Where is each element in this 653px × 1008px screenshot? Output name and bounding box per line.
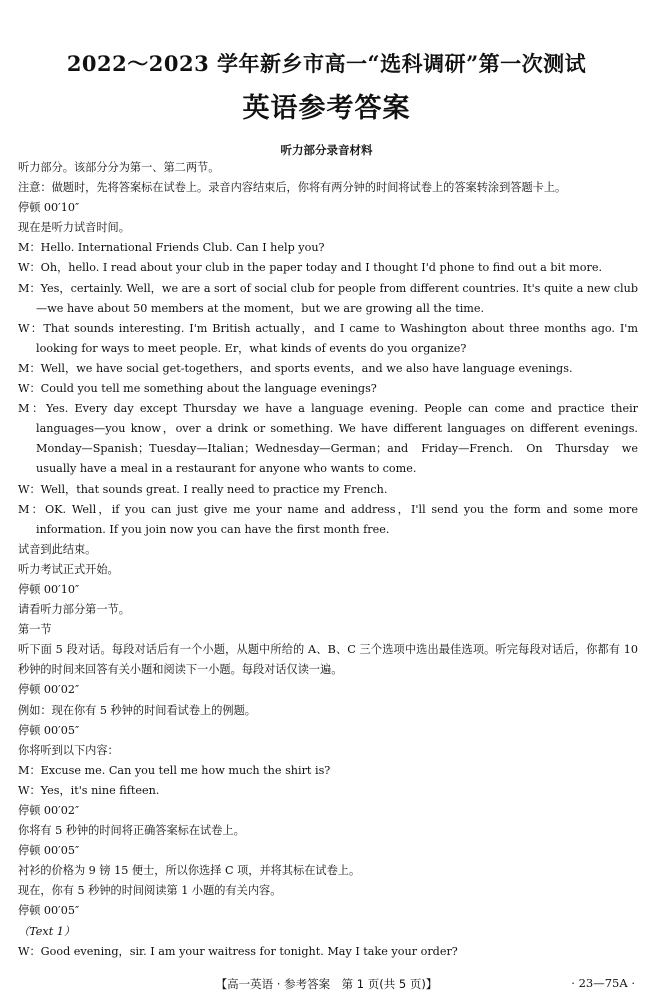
text-line: 试音到此结束。 [18, 542, 97, 556]
instruction-paragraph: 听下面 5 段对话。每段对话后有一个小题，从题中所给的 A、B、C 三个选项中选出最佳选项。听完每段对话后，你都有 10 秒钟的时间来回答有关小题和阅读下一小题。每段对话仅读一遍。 [18, 643, 638, 677]
text-line: 听力考试正式开始。 [18, 562, 119, 576]
dialogue-line: M：Yes，certainly. Well，we are a sort of social club for people from different countries. It's quite a new club—we have about 50 members at the moment，but we are growing all the time. [18, 281, 638, 315]
pause-line: 停顿 00′10″ [18, 201, 80, 215]
text-line: 你将听到以下内容： [18, 743, 119, 757]
dialogue-line: W：That sounds interesting. I'm British actually，and I came to Washington about three months ago. I'm looking for ways to meet people. Er，what kinds of events do you organize? [18, 321, 638, 355]
dialogue-line: W：Could you tell me something about the language evenings? [18, 382, 377, 396]
text-line: 注意：做题时，先将答案标在试卷上。录音内容结束后，你将有两分钟的时间将试卷上的答案转涂到答题卡上。 [18, 181, 567, 195]
dialogue-line: M：Well，we have social get-togethers，and sports events，and we also have language evenings. [18, 361, 573, 375]
pause-line: 停顿 00′05″ [18, 723, 80, 737]
dialogue-line: M：Hello. International Friends Club. Can I help you? [18, 241, 325, 255]
text-line: 衬衫的价格为 9 镑 15 便士，所以你选择 C 项，并将其标在试卷上。 [18, 864, 361, 878]
dialogue-line: M：OK. Well，if you can just give me your name and address，I'll send you the form and some more information. If you join now you can have the first month free. [18, 502, 638, 536]
pause-line: 停顿 00′02″ [18, 683, 80, 697]
dialogue-line: M：Excuse me. Can you tell me how much the shirt is? [18, 763, 331, 777]
dialogue-line: W：Oh，hello. I read about your club in the paper today and I thought I'd phone to find out a bit more. [18, 261, 603, 275]
text-line: 请看听力部分第一节。 [18, 603, 130, 617]
page-footer [0, 976, 653, 996]
section-heading: 听力部分录音材料 [280, 143, 373, 157]
dialogue-line: W：Well，that sounds great. I really need to practice my French. [18, 482, 388, 496]
pause-line: 停顿 00′10″ [18, 582, 80, 596]
dialogue-line: W：Good evening，sir. I am your waitress for tonight. May I take your order? [18, 944, 458, 958]
footer-page-info: 【高一英语 · 参考答案 第 1 页(共 5 页)】 [215, 977, 438, 991]
text-line: 你将有 5 秒钟的时间将正确答案标在试卷上。 [18, 824, 245, 838]
pause-line: 停顿 00′05″ [18, 904, 80, 918]
text-line: 听力部分。该部分分为第一、第二两节。 [18, 161, 220, 174]
text-line: 现在，你有 5 秒钟的时间阅读第 1 小题的有关内容。 [18, 884, 282, 898]
answer-key-title: 英语参考答案 [242, 93, 411, 124]
exam-title: 2022～2023 学年新乡市高一“选科调研”第一次测试 [66, 51, 587, 76]
section-label: 第一节 [18, 623, 52, 637]
text-line: 例如：现在你有 5 秒钟的时间看试卷上的例题。 [18, 703, 256, 717]
text-label: （Text 1） [18, 924, 76, 938]
pause-line: 停顿 00′05″ [18, 844, 80, 858]
dialogue-line: M：Yes. Every day except Thursday we have a language evening. People can come and practice their languages—you know，over a drink or something. We have different languages on different evenings. Monday—Spanish；Tuesday—Italian；Wednesday—German；and Friday—French. On Thursday we usually have a meal in a restaurant for anyone who wants to come. [18, 402, 638, 476]
footer-code: · 23—75A · [571, 976, 635, 990]
dialogue-line: W：Yes，it's nine fifteen. [18, 783, 160, 797]
transcript-body [18, 158, 638, 962]
text-line: 现在是听力试音时间。 [18, 221, 130, 235]
pause-line: 停顿 00′02″ [18, 804, 80, 817]
